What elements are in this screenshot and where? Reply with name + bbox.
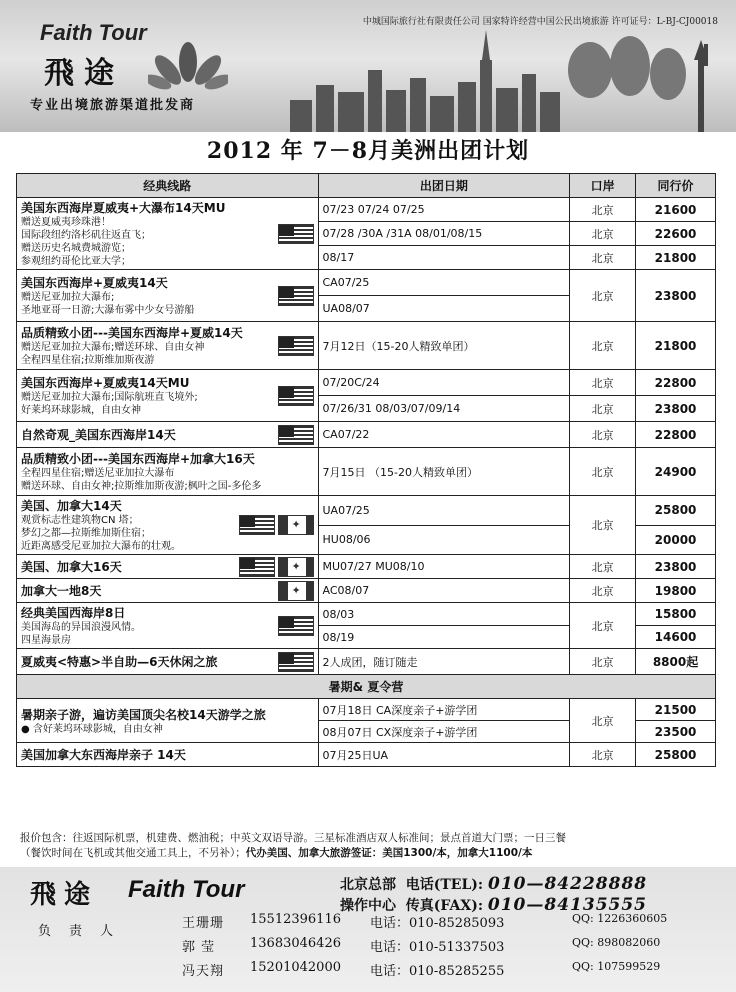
footer-logo-english: Faith Tour [128,876,245,903]
tour-schedule-table [16,173,716,767]
table-row [17,496,716,526]
port: 北京 [570,246,636,270]
table-row [17,603,716,626]
route-title: 美国东西海岸+夏威夷14天 [21,276,168,290]
route-flags [278,336,314,356]
flag-usa-icon [278,652,314,672]
price: 22600 [636,222,716,246]
flag-canada-icon [278,581,314,601]
route-title: 暑期亲子游，遍访美国顶尖名校14天游学之旅 [21,707,266,722]
route-flags [239,557,314,577]
route-title: 加拿大一地8天 [21,584,102,598]
flag-canada-icon [278,515,314,535]
section-label: 暑期& 夏令营 [17,675,716,699]
port: 北京 [570,555,636,579]
flag-usa-icon [239,515,275,535]
price-includes-note [20,831,720,861]
port: 北京 [570,603,636,649]
depart-date: UA07/25 [318,496,570,526]
route-desc: 国际段纽约洛杉矶往返直飞； [21,230,151,241]
port: 北京 [570,743,636,767]
logo-chinese: 飛途 [44,56,124,91]
price: 23800 [636,555,716,579]
depart-date: 08/17 [318,246,570,270]
price: 22800 [636,370,716,396]
table-row [17,555,716,579]
header-date: 出团日期 [318,174,570,198]
route-cell [17,422,319,448]
contact-tel: 电话：010-51337503 [370,940,505,955]
route-desc: 赠送历史名城费城游览； [21,243,131,254]
table-row [17,370,716,396]
port: 北京 [570,496,636,555]
price: 21500 [636,699,716,721]
depart-date: 07月25日UA [318,743,570,767]
port: 北京 [570,422,636,448]
city-skyline-graphic [230,30,736,132]
contact-tel: 电话：010-85285255 [370,964,505,979]
route-desc: 圣地亚哥一日游;大瀑布雾中少女号游船 [21,305,195,316]
contact-name: 郭 莹 [182,940,216,955]
route-desc: 观赏标志性建筑物CN 塔； [21,515,139,526]
contact-qq: QQ: 107599529 [572,960,661,973]
table-row [17,448,716,496]
leader-label: 负责人 [38,924,132,939]
route-cell [17,496,319,555]
contact-mobile: 15201042000 [250,960,341,975]
depart-date: 07/26/31 08/03/07/09/14 [318,396,570,422]
depart-date: CA07/22 [318,422,570,448]
depart-date: AC08/07 [318,579,570,603]
price: 22800 [636,422,716,448]
port: 北京 [570,222,636,246]
route-cell [17,270,319,322]
price: 20000 [636,525,716,555]
route-desc: 全程四星住宿;拉斯维加斯夜游 [21,355,155,366]
logo-english: Faith Tour [40,20,147,45]
route-cell [17,370,319,422]
hq-contact [340,874,647,916]
table-row [17,699,716,721]
depart-date: 07/20C/24 [318,370,570,396]
hq-tel: 010—84228888 [487,874,648,894]
route-title: 品质精致小团---美国东西海岸+加拿大16天 [21,452,255,466]
price: 24900 [636,448,716,496]
route-desc: 美国海岛的异国浪漫风情。 [21,622,141,633]
port: 北京 [570,198,636,222]
price: 21800 [636,322,716,370]
page-title: 2012 年 7－8月美洲出团计划 [206,138,530,164]
route-desc: 近距离感受尼亚加拉大瀑布的壮观。 [21,541,181,552]
route-title: 夏威夷<特惠>半自助—6天休闲之旅 [21,655,218,669]
route-title: 美国、加拿大16天 [21,560,122,574]
depart-date: 2人成团，随订随走 [318,649,570,675]
depart-date: 08/19 [318,626,570,649]
route-flags [278,425,314,445]
table-row [17,579,716,603]
price: 25800 [636,743,716,767]
route-cell [17,649,319,675]
depart-date: HU08/06 [318,525,570,555]
depart-date: MU07/27 MU08/10 [318,555,570,579]
price: 25800 [636,496,716,526]
flag-canada-icon [278,557,314,577]
route-desc: 全程四星住宿;赠送尼亚加拉大瀑布 [21,468,175,479]
contact-mobile: 15512396116 [250,912,341,927]
price: 21600 [636,198,716,222]
price: 23800 [636,396,716,422]
route-title: 美国东西海岸+夏威夷14天MU [21,376,190,390]
price: 8800起 [636,649,716,675]
route-title: 美国加拿大东西海岸亲子 14天 [21,748,186,762]
port: 北京 [570,448,636,496]
flag-usa-icon [278,224,314,244]
route-flags [278,616,314,636]
route-cell [17,322,319,370]
contact-qq: QQ: 898082060 [572,936,661,949]
table-body [17,198,716,767]
route-title: 经典美国西海岸8日 [21,606,126,620]
flag-usa-icon [239,557,275,577]
table-header-row [17,174,716,198]
route-desc: 梦幻之都—拉斯维加斯住宿； [21,528,151,539]
flag-usa-icon [278,286,314,306]
logo-slogan: 专业出境旅游渠道批发商 [30,98,196,113]
route-desc: 赠送尼亚加拉大瀑布; [21,292,115,303]
route-flags [278,652,314,672]
depart-date: 7月15日 （15-20人精致单团） [318,448,570,496]
table-row [17,270,716,296]
port: 北京 [570,396,636,422]
hq-tel-label: 电话(TEL): [405,877,484,893]
contact-name: 冯天翔 [182,964,225,979]
hq-label: 北京总部 [340,877,396,893]
leaf-logo-icon [148,40,228,90]
table-row [17,743,716,767]
route-desc: 赠送尼亚加拉大瀑布;赠送环球、自由女神 [21,342,205,353]
license-text: 中城国际旅行社有限责任公司 国家特许经营中国公民出境旅游 许可证号：L-BJ-CJ00018 [362,17,718,27]
route-desc: 好莱坞环球影城，自由女神 [21,405,141,416]
contact-tel: 电话：010-85285093 [370,916,505,931]
route-cell [17,603,319,649]
depart-date: 7月12日（15-20人精致单团） [318,322,570,370]
port: 北京 [570,322,636,370]
depart-date: 07/28 /30A /31A 08/01/08/15 [318,222,570,246]
route-cell [17,743,319,767]
ops-fax: 010—84135555 [487,895,648,915]
price: 14600 [636,626,716,649]
route-title: 自然奇观_美国东西海岸14天 [21,428,176,442]
flag-usa-icon [278,386,314,406]
depart-date: 07月18日 CA深度亲子+游学团 [318,699,570,721]
route-cell [17,198,319,270]
route-cell [17,448,319,496]
header-price: 同行价 [636,174,716,198]
route-flags [278,224,314,244]
price: 23800 [636,270,716,322]
table-row [17,422,716,448]
header-route: 经典线路 [17,174,319,198]
route-desc: 赠送夏威夷珍珠港！ [21,217,111,228]
ops-label: 操作中心 [340,898,396,914]
route-cell [17,555,319,579]
route-flags [239,515,314,535]
depart-date: 07/23 07/24 07/25 [318,198,570,222]
ops-fax-label: 传真(FAX): [405,898,484,914]
note-line-2a: （餐饮时间在飞机或其他交通工具上，不另补）； [20,847,246,859]
visa-note: 代办美国、加拿大旅游签证：美国1300/本，加拿大1100/本 [245,847,533,859]
route-title: 美国、加拿大14天 [21,499,122,513]
port: 北京 [570,699,636,743]
depart-date: 08/03 [318,603,570,626]
contact-qq: QQ: 1226360605 [572,912,668,925]
flag-usa-icon [278,616,314,636]
price: 15800 [636,603,716,626]
port: 北京 [570,270,636,322]
depart-date: UA08/07 [318,296,570,322]
route-desc: 赠送环球、自由女神;拉斯维加斯夜游;枫叶之国-多伦多 [21,481,262,492]
route-title: 品质精致小团---美国东西海岸+夏威14天 [21,326,243,340]
route-flags [278,286,314,306]
table-row [17,322,716,370]
note-line-1: 报价包含：往返国际机票，机建费、燃油税；中英文双语导游。三星标准酒店双人标准间；景点首道大门票；一日三餐 [20,832,566,844]
price: 23500 [636,721,716,743]
table-row [17,649,716,675]
section-row [17,675,716,699]
route-desc: 参观纽约哥伦比亚大学； [21,256,131,267]
route-desc: ● 含好莱坞环球影城，自由女神 [21,723,163,735]
route-desc: 赠送尼亚加拉大瀑布;国际航班直飞境外; [21,392,198,403]
price: 19800 [636,579,716,603]
header-port: 口岸 [570,174,636,198]
contact-mobile: 13683046426 [250,936,341,951]
route-title: 美国东西海岸夏威夷+大瀑布14天MU [21,201,226,215]
table-row [17,198,716,222]
route-flags [278,386,314,406]
route-flags [278,581,314,601]
price: 21800 [636,246,716,270]
contact-name: 王珊珊 [182,916,225,931]
route-cell [17,699,319,743]
port: 北京 [570,649,636,675]
port: 北京 [570,579,636,603]
route-desc: 四星海景房 [21,635,71,646]
flag-usa-icon [278,425,314,445]
flag-usa-icon [278,336,314,356]
header-banner [0,0,736,132]
route-cell [17,579,319,603]
footer-logo-chinese: 飛途 [30,880,99,910]
depart-date: CA07/25 [318,270,570,296]
depart-date: 08月07日 CX深度亲子+游学团 [318,721,570,743]
port: 北京 [570,370,636,396]
